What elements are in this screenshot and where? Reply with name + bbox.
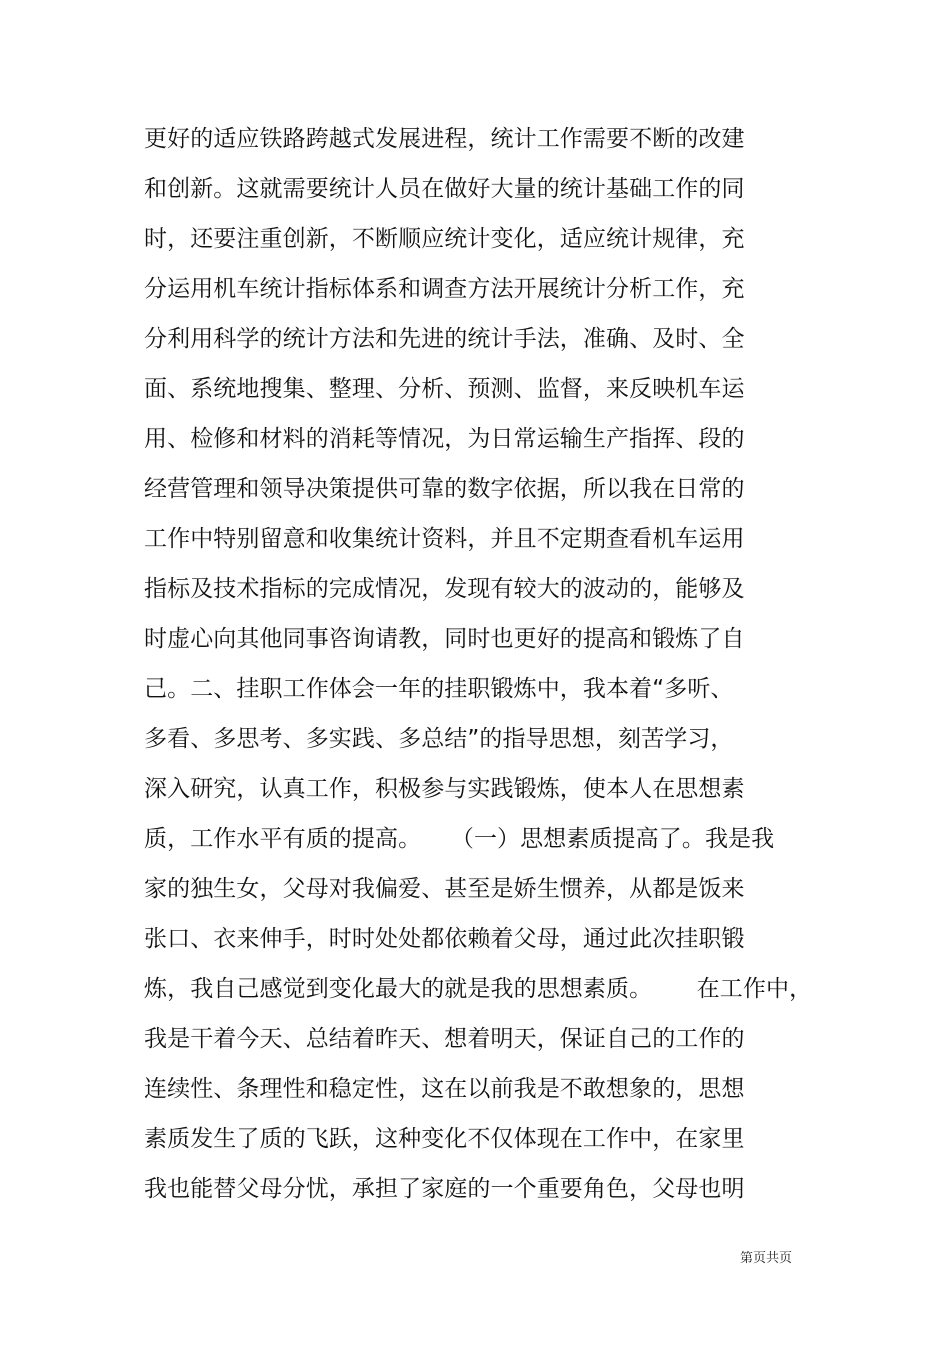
text-line: 经营管理和领导决策提供可靠的数字依据，所以我在日常的 — [144, 476, 745, 502]
page-footer — [740, 1250, 792, 1268]
text-line: 我是干着今天、总结着昨天、想着明天，保证自己的工作的 — [144, 1026, 745, 1052]
text-line: 时虚心向其他同事咨询请教，同时也更好的提高和锻炼了自 — [144, 626, 745, 652]
text-line: 工作中特别留意和收集统计资料，并且不定期查看机车运用 — [144, 526, 745, 552]
text-line: 分运用机车统计指标体系和调查方法开展统计分析工作，充 — [144, 276, 745, 302]
text-line: 家的独生女，父母对我偏爱、甚至是娇生惯养，从都是饭来 — [144, 876, 745, 902]
text-line: 己。二、挂职工作体会一年的挂职锻炼中，我本着“多听、 — [144, 676, 734, 702]
text-line: 我也能替父母分忧，承担了家庭的一个重要角色，父母也明 — [144, 1176, 745, 1202]
text-line: 时，还要注重创新，不断顺应统计变化，适应统计规律，充 — [144, 226, 745, 252]
page-number-label: 第页共页 — [740, 1251, 793, 1266]
text-line: 炼，我自己感觉到变化最大的就是我的思想素质。 在工作中， — [144, 976, 813, 1002]
text-line: 连续性、条理性和稳定性，这在以前我是不敢想象的，思想 — [144, 1076, 745, 1102]
text-line: 质，工作水平有质的提高。 （一）思想素质提高了。我是我 — [144, 826, 775, 852]
text-line: 更好的适应铁路跨越式发展进程，统计工作需要不断的改建 — [144, 126, 745, 152]
text-line: 张口、衣来伸手，时时处处都依赖着父母，通过此次挂职锻 — [144, 926, 745, 952]
text-line: 多看、多思考、多实践、多总结”的指导思想，刻苦学习， — [144, 726, 734, 752]
text-line: 指标及技术指标的完成情况，发现有较大的波动的，能够及 — [144, 576, 745, 602]
text-line: 深入研究，认真工作，积极参与实践锻炼，使本人在思想素 — [144, 776, 745, 802]
text-line: 分利用科学的统计方法和先进的统计手法，准确、及时、全 — [144, 326, 745, 352]
text-line: 素质发生了质的飞跃，这种变化不仅体现在工作中，在家里 — [144, 1126, 745, 1152]
text-line: 用、检修和材料的消耗等情况，为日常运输生产指挥、段的 — [144, 426, 745, 452]
body-text — [144, 120, 864, 1220]
text-line: 和创新。这就需要统计人员在做好大量的统计基础工作的同 — [144, 176, 745, 202]
text-line: 面、系统地搜集、整理、分析、预测、监督，来反映机车运 — [144, 376, 745, 402]
